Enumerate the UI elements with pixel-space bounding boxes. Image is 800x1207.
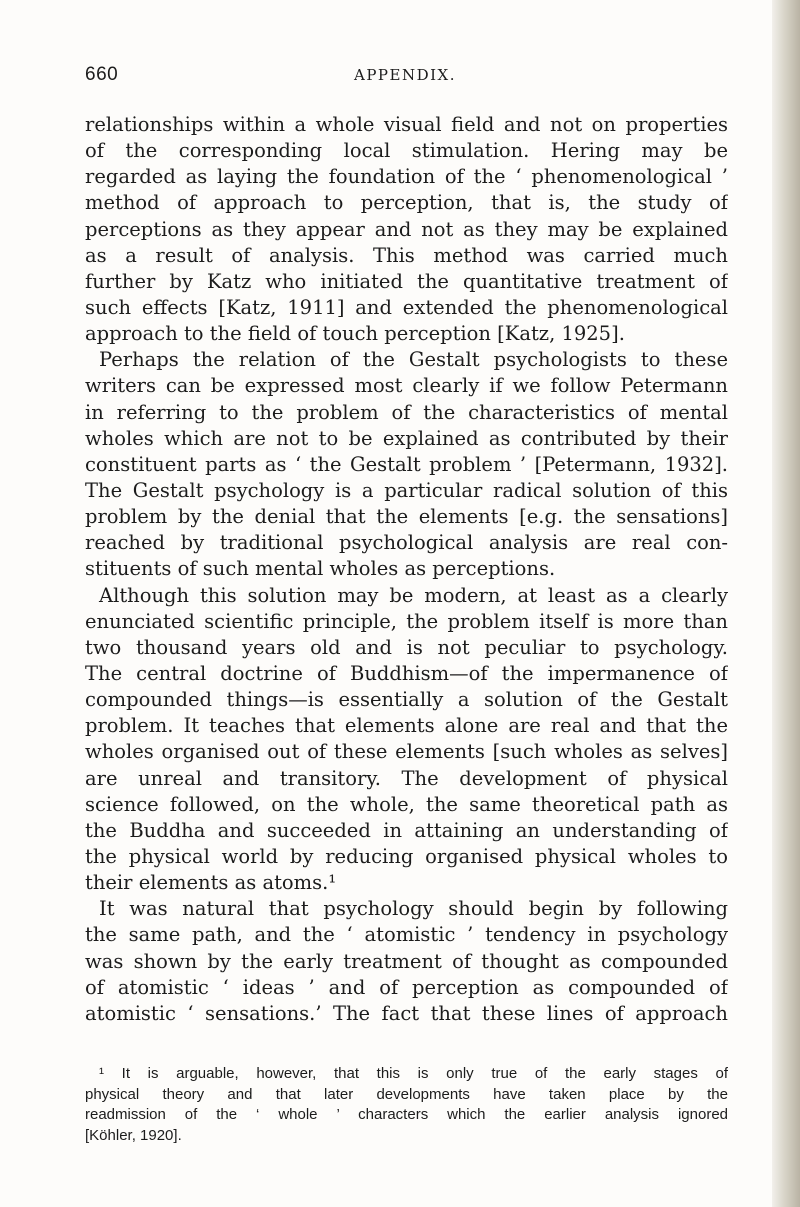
text-line: method of approach to perception, that is, the study of xyxy=(85,191,728,215)
text-line: The central doctrine of Buddhism—of the impermanence of xyxy=(85,661,728,685)
text-line: perceptions as they appear and not as they may be explained xyxy=(85,217,728,241)
text-line: problem by the denial that the elements [e.g. the sensations] xyxy=(85,505,728,529)
text-line: the physical world by reducing organised physical wholes to xyxy=(85,844,728,868)
footnote-line: physical theory and that later developments have taken place by the xyxy=(85,1085,728,1103)
text-line: approach to the field of touch perception [Katz, 1925]. xyxy=(85,322,625,346)
text-line: It was natural that psychology should begin by following xyxy=(99,897,728,921)
text-line: further by Katz who initiated the quantitative treatment of xyxy=(85,269,728,293)
text-line: constituent parts as ‘ the Gestalt problem ’ [Petermann, 1932]. xyxy=(85,452,728,476)
page-edge xyxy=(772,0,800,1207)
page-number: 660 xyxy=(85,64,119,85)
text-line: are unreal and transitory. The development of physical xyxy=(85,766,728,790)
footnote-line: [Köhler, 1920]. xyxy=(85,1126,182,1144)
text-line: stituents of such mental wholes as perceptions. xyxy=(85,557,556,581)
text-line: The Gestalt psychology is a particular radical solution of this xyxy=(85,478,728,502)
running-head xyxy=(85,64,725,88)
text-line: their elements as atoms.¹ xyxy=(85,871,337,895)
text-line: regarded as laying the foundation of the ‘ phenomenological ’ xyxy=(85,165,728,189)
text-line: of atomistic ‘ ideas ’ and of perception as compounded of xyxy=(85,975,728,999)
text-line: in referring to the problem of the characteristics of mental xyxy=(85,400,728,424)
text-line: wholes which are not to be explained as contributed by their xyxy=(85,426,728,450)
text-line: reached by traditional psychological analysis are real con- xyxy=(85,531,728,555)
footnote xyxy=(85,1064,728,1146)
footnote-line: ¹ It is arguable, however, that this is only true of the early stages of xyxy=(99,1065,728,1082)
text-line: wholes organised out of these elements [such wholes as selves] xyxy=(85,740,728,764)
text-line: such effects [Katz, 1911] and extended the phenomenological xyxy=(85,295,728,319)
text-line: problem. It teaches that elements alone are real and that the xyxy=(85,714,728,738)
text-line: Perhaps the relation of the Gestalt psychologists to these xyxy=(99,348,728,372)
text-line: the Buddha and succeeded in attaining an understanding of xyxy=(85,818,728,842)
footnote-line: readmission of the ‘ whole ’ characters which the earlier analysis ignored xyxy=(85,1106,728,1123)
text-line: writers can be expressed most clearly if we follow Petermann xyxy=(85,374,728,398)
text-line: enunciated scientific principle, the problem itself is more than xyxy=(85,609,728,633)
body-text xyxy=(85,112,728,1027)
text-line: as a result of analysis. This method was carried much xyxy=(85,243,728,267)
text-line: two thousand years old and is not peculiar to psychology. xyxy=(85,635,728,659)
text-line: compounded things—is essentially a solution of the Gestalt xyxy=(85,688,728,712)
text-line: the same path, and the ‘ atomistic ’ tendency in psychology xyxy=(85,923,728,947)
text-line: relationships within a whole visual field and not on properties xyxy=(85,113,728,136)
text-line: science followed, on the whole, the same theoretical path as xyxy=(85,792,728,816)
text-line: Although this solution may be modern, at least as a clearly xyxy=(99,583,728,607)
text-line: was shown by the early treatment of thought as compounded xyxy=(85,949,728,973)
running-title: APPENDIX. xyxy=(354,66,456,84)
text-line: atomistic ‘ sensations.’ The fact that these lines of approach xyxy=(85,1001,728,1025)
text-line: of the corresponding local stimulation. Hering may be xyxy=(85,139,728,163)
